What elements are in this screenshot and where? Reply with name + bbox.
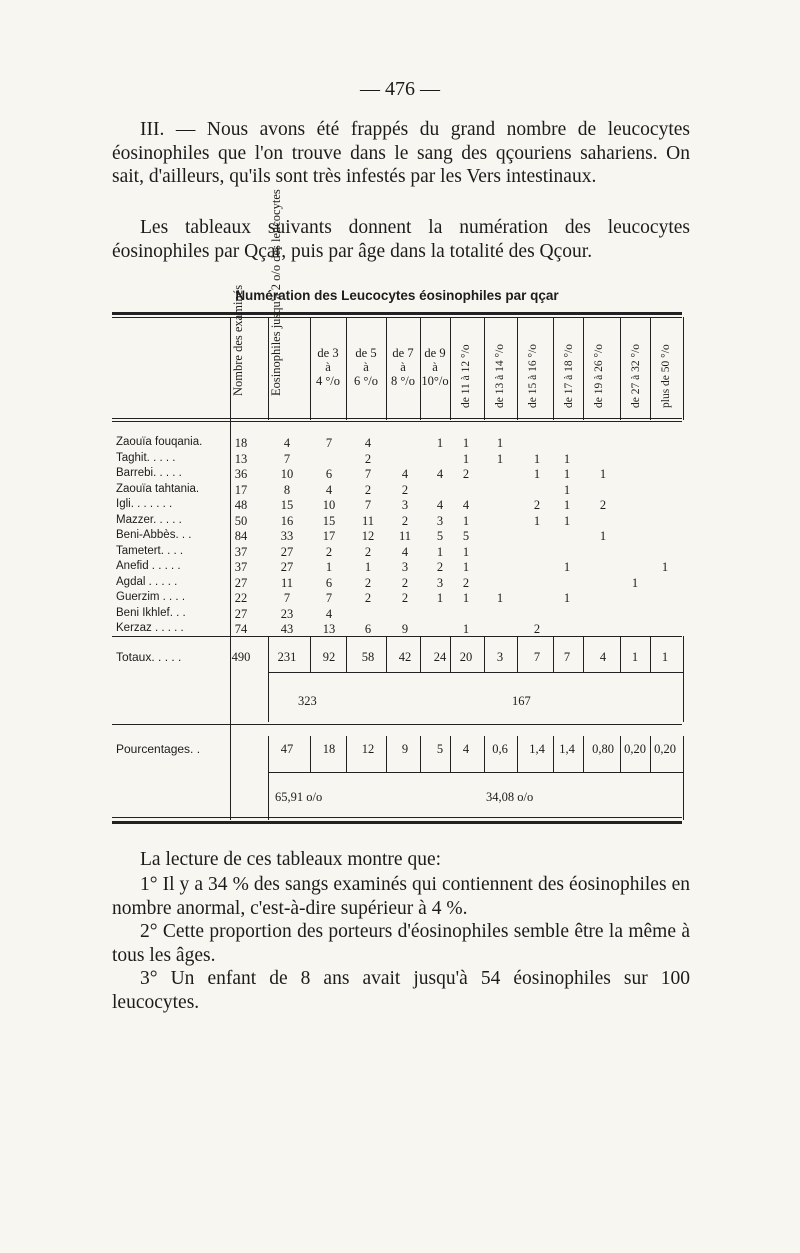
table-cell: 50 bbox=[234, 513, 248, 528]
conclusion-item-text: 2° Cette proportion des porteurs d'éosinophiles semble être la même à tous les âges. bbox=[112, 921, 690, 966]
table-cell: 15 bbox=[280, 498, 294, 512]
column-rule bbox=[230, 420, 231, 820]
percent-rule bbox=[112, 724, 682, 725]
column-rule bbox=[583, 317, 584, 420]
column-rule bbox=[683, 672, 684, 722]
table-cell: 22 bbox=[234, 591, 248, 605]
table-cell: 2 bbox=[401, 482, 409, 497]
totals-brace-left: 323 bbox=[298, 694, 317, 708]
table-cell: 48 bbox=[234, 498, 248, 512]
brace-line bbox=[268, 672, 683, 673]
table-cell: 11 bbox=[398, 529, 412, 543]
page-number: — 476 — bbox=[360, 78, 440, 100]
conclusion-intro-text: La lecture de ces tableaux montre que: bbox=[140, 849, 442, 870]
table-cell: 1 bbox=[533, 513, 541, 528]
table-cell: 4 bbox=[325, 482, 333, 497]
conclusion-item bbox=[112, 967, 690, 1014]
totals-cell: 1 bbox=[661, 650, 669, 664]
table-cell: 6 bbox=[325, 575, 333, 590]
totals-label: Totaux. . . . . bbox=[116, 650, 182, 664]
row-name: Anefid . . . . . bbox=[116, 560, 181, 572]
row-name: Tametert. . . . bbox=[116, 544, 184, 557]
totals-cell: 42 bbox=[398, 650, 412, 664]
brace-line bbox=[268, 772, 683, 773]
table-cell: 23 bbox=[280, 606, 294, 621]
table-cell: 1 bbox=[462, 560, 470, 574]
table-cell: 13 bbox=[322, 622, 336, 636]
table-cell: 2 bbox=[364, 451, 372, 466]
table-cell: 2 bbox=[401, 575, 409, 590]
table-cell: 2 bbox=[325, 544, 333, 559]
table-cell: 33 bbox=[280, 529, 294, 543]
totals-cell: 3 bbox=[496, 650, 504, 664]
table-cell: 1 bbox=[563, 591, 571, 605]
bottom-rule bbox=[112, 821, 682, 824]
header-c5: de 5 à 6 °/o bbox=[353, 346, 379, 388]
header-c9: de 9 à 10°/o bbox=[421, 346, 449, 388]
column-rule bbox=[450, 317, 451, 420]
totals-rule bbox=[112, 636, 682, 637]
column-rule bbox=[650, 317, 651, 420]
table-cell: 1 bbox=[496, 436, 504, 450]
column-rule bbox=[620, 317, 621, 420]
table-cell: 3 bbox=[401, 560, 409, 574]
percent-cell: 5 bbox=[436, 742, 444, 756]
table-cell: 2 bbox=[401, 513, 409, 528]
table-cell: 1 bbox=[563, 513, 571, 528]
header-c7: de 7 à 8 °/o bbox=[390, 346, 416, 388]
header-c13: de 13 à 14 °/o bbox=[494, 343, 506, 408]
conclusion-intro bbox=[112, 848, 690, 872]
table-cell: 4 bbox=[283, 436, 291, 450]
table-cell: 4 bbox=[436, 467, 444, 481]
table-cell: 1 bbox=[661, 560, 669, 574]
table-cell: 9 bbox=[401, 622, 409, 636]
table-cell: 13 bbox=[234, 451, 248, 466]
percent-cell: 0,6 bbox=[492, 742, 508, 756]
table-cell: 17 bbox=[234, 482, 248, 497]
table-cell: 4 bbox=[325, 606, 333, 621]
totals-cell: 58 bbox=[361, 650, 375, 664]
column-rule bbox=[268, 772, 269, 820]
table-cell: 36 bbox=[234, 467, 248, 481]
table-cell: 7 bbox=[283, 451, 291, 466]
header-eosino: Eosinophiles jusqu'à 2 o/o des leucocytes bbox=[269, 189, 283, 396]
table-cell: 10 bbox=[322, 498, 336, 512]
table-cell: 74 bbox=[234, 622, 248, 636]
table-cell: 7 bbox=[283, 591, 291, 605]
table-cell: 1 bbox=[462, 622, 470, 636]
column-rule bbox=[683, 772, 684, 820]
percent-cell: 12 bbox=[361, 742, 375, 756]
table-cell: 16 bbox=[280, 513, 294, 528]
table-cell: 1 bbox=[325, 560, 333, 574]
table-cell: 37 bbox=[234, 560, 248, 574]
column-rule bbox=[484, 317, 485, 420]
table-cell: 1 bbox=[462, 591, 470, 605]
column-rule bbox=[268, 672, 269, 722]
table-cell: 1 bbox=[533, 467, 541, 481]
table-cell: 3 bbox=[401, 498, 409, 512]
table-cell: 1 bbox=[563, 467, 571, 481]
table-cell: 27 bbox=[234, 606, 248, 621]
conclusion-item-text: 1° Il y a 34 % des sangs examinés qui contiennent des éosinophiles en nombre anormal, c'est-à-dire supérieur à 4 %. bbox=[112, 874, 690, 919]
totals-cell: 7 bbox=[533, 650, 541, 664]
table-cell: 7 bbox=[364, 498, 372, 512]
row-name: Kerzaz . . . . . bbox=[116, 622, 184, 634]
percent-brace-right: 34,08 o/o bbox=[486, 790, 534, 804]
table-cell: 1 bbox=[462, 436, 470, 450]
table-title: Numération des Leucocytes éosinophiles par qçar bbox=[235, 288, 559, 303]
conclusion-item-text: 3° Un enfant de 8 ans avait jusqu'à 54 éosinophiles sur 100 leucocytes. bbox=[112, 968, 690, 1013]
table-cell: 2 bbox=[364, 544, 372, 559]
table-cell: 15 bbox=[322, 513, 336, 528]
table-cell: 1 bbox=[462, 451, 470, 466]
table-cell: 10 bbox=[280, 467, 294, 481]
table-cell: 1 bbox=[533, 451, 541, 466]
totals-cell: 20 bbox=[459, 650, 473, 664]
table-cell: 1 bbox=[599, 529, 607, 543]
table-cell: 84 bbox=[234, 529, 248, 543]
percent-cell: 9 bbox=[401, 742, 409, 756]
row-name: Beni Ikhlef. . . bbox=[116, 606, 186, 619]
top-rule bbox=[112, 312, 682, 315]
intro-text-2: Les tableaux suivants donnent la numération des leucocytes éosinophiles par Qçar, puis par âge dans la totalité des Qçour. bbox=[112, 217, 690, 262]
table-cell: 4 bbox=[364, 436, 372, 450]
row-name: Igli. . . . . . . bbox=[116, 498, 173, 510]
header-c15: de 15 à 16 °/o bbox=[527, 343, 539, 408]
column-rule bbox=[517, 317, 518, 420]
percent-cell: 47 bbox=[280, 742, 294, 756]
percent-label: Pourcentages. . bbox=[116, 742, 201, 756]
table-cell: 43 bbox=[280, 622, 294, 636]
table-cell: 4 bbox=[401, 467, 409, 481]
percent-cell: 4 bbox=[462, 742, 470, 756]
row-name: Zaouïa fouqania. bbox=[116, 436, 203, 448]
table-cell: 7 bbox=[364, 467, 372, 481]
table-cell: 12 bbox=[361, 529, 375, 543]
table-cell: 18 bbox=[234, 436, 248, 450]
totals-cell: 24 bbox=[433, 650, 447, 664]
header-nombre: Nombre des examinés bbox=[231, 284, 245, 396]
row-name: Guerzim . . . . bbox=[116, 591, 186, 603]
conclusion-item bbox=[112, 873, 690, 920]
table-cell: 2 bbox=[462, 575, 470, 590]
table-cell: 5 bbox=[462, 529, 470, 543]
header-rule bbox=[112, 421, 682, 422]
header-c19: de 19 à 26 °/o bbox=[593, 343, 605, 408]
column-rule bbox=[683, 636, 684, 672]
header-c50: plus de 50 °/o bbox=[660, 344, 672, 408]
totals-cell: 7 bbox=[563, 650, 571, 664]
percent-cell: 1,4 bbox=[529, 742, 545, 756]
totals-brace-right: 167 bbox=[512, 694, 531, 708]
table-cell: 2 bbox=[364, 482, 372, 497]
table-cell: 3 bbox=[436, 513, 444, 528]
header-c3: de 3 à 4 °/o bbox=[315, 346, 341, 388]
table-cell: 5 bbox=[436, 529, 444, 543]
table-cell: 1 bbox=[496, 591, 504, 605]
totals-cell: 490 bbox=[231, 650, 251, 664]
table-cell: 1 bbox=[436, 436, 444, 450]
table-cell: 2 bbox=[462, 467, 470, 481]
table-cell: 1 bbox=[462, 544, 470, 559]
header-c17: de 17 à 18 °/o bbox=[563, 343, 575, 408]
table-cell: 1 bbox=[436, 544, 444, 559]
table-cell: 1 bbox=[436, 591, 444, 605]
top-rule bbox=[112, 317, 682, 318]
table-cell: 7 bbox=[325, 436, 333, 450]
header-c11: de 11 à 12 °/o bbox=[460, 344, 472, 408]
table-cell: 2 bbox=[533, 622, 541, 636]
row-name: Agdal . . . . . bbox=[116, 575, 178, 588]
row-name: Taghit. . . . . bbox=[116, 451, 176, 464]
conclusion-item bbox=[112, 920, 690, 967]
table-cell: 1 bbox=[563, 560, 571, 574]
totals-cell: 4 bbox=[599, 650, 607, 664]
table-cell: 2 bbox=[364, 591, 372, 605]
table-cell: 2 bbox=[533, 498, 541, 512]
percent-cell: 0,20 bbox=[654, 742, 676, 756]
table-cell: 1 bbox=[462, 513, 470, 528]
table-cell: 8 bbox=[283, 482, 291, 497]
intro-text-1: III. — Nous avons été frappés du grand nombre de leucocytes éosinophiles que l'on trouve dans le sang des qçouriens sahariens. On sait, d'ailleurs, qu'ils sont très infestés par les Vers intestinaux. bbox=[112, 119, 690, 187]
intro-paragraph-1 bbox=[112, 118, 690, 189]
conclusion-list bbox=[112, 873, 690, 1014]
row-name: Beni-Abbès. . . bbox=[116, 529, 192, 541]
table-cell: 2 bbox=[599, 498, 607, 512]
row-name: Zaouïa tahtania. bbox=[116, 482, 200, 495]
table-cell: 1 bbox=[599, 467, 607, 481]
table-cell: 1 bbox=[496, 451, 504, 466]
table-cell: 11 bbox=[280, 575, 294, 590]
table-cell: 2 bbox=[436, 560, 444, 574]
table-cell: 1 bbox=[631, 575, 639, 590]
table-cell: 4 bbox=[462, 498, 470, 512]
totals-cell: 1 bbox=[631, 650, 639, 664]
row-name: Barrebi. . . . . bbox=[116, 467, 182, 479]
intro-paragraph-2 bbox=[112, 216, 690, 263]
table-cell: 27 bbox=[280, 560, 294, 574]
totals-cell: 231 bbox=[277, 650, 297, 664]
table-cell: 27 bbox=[280, 544, 294, 559]
table-cell: 6 bbox=[325, 467, 333, 481]
percent-cell: 1,4 bbox=[559, 742, 575, 756]
table-cell: 1 bbox=[563, 451, 571, 466]
column-rule bbox=[683, 736, 684, 772]
column-rule bbox=[553, 317, 554, 420]
table-cell: 11 bbox=[361, 513, 375, 528]
table-cell: 37 bbox=[234, 544, 248, 559]
percent-cell: 0,80 bbox=[592, 742, 614, 756]
table-cell: 27 bbox=[234, 575, 248, 590]
percent-cell: 18 bbox=[322, 742, 336, 756]
column-rule bbox=[683, 317, 684, 420]
table-cell: 3 bbox=[436, 575, 444, 590]
table-cell: 4 bbox=[436, 498, 444, 512]
header-c27: de 27 à 32 °/o bbox=[630, 343, 642, 408]
table-cell: 2 bbox=[401, 591, 409, 605]
totals-cell: 92 bbox=[322, 650, 336, 664]
table-cell: 6 bbox=[364, 622, 372, 636]
percent-cell: 0,20 bbox=[624, 742, 646, 756]
table-cell: 7 bbox=[325, 591, 333, 605]
row-name: Mazzer. . . . . bbox=[116, 513, 182, 526]
bottom-rule bbox=[112, 817, 682, 818]
header-rule bbox=[112, 418, 682, 419]
percent-brace-left: 65,91 o/o bbox=[275, 790, 323, 804]
table-cell: 1 bbox=[364, 560, 372, 574]
table-cell: 1 bbox=[563, 482, 571, 497]
table-cell: 17 bbox=[322, 529, 336, 543]
table-cell: 4 bbox=[401, 544, 409, 559]
table-cell: 1 bbox=[563, 498, 571, 512]
table-cell: 2 bbox=[364, 575, 372, 590]
